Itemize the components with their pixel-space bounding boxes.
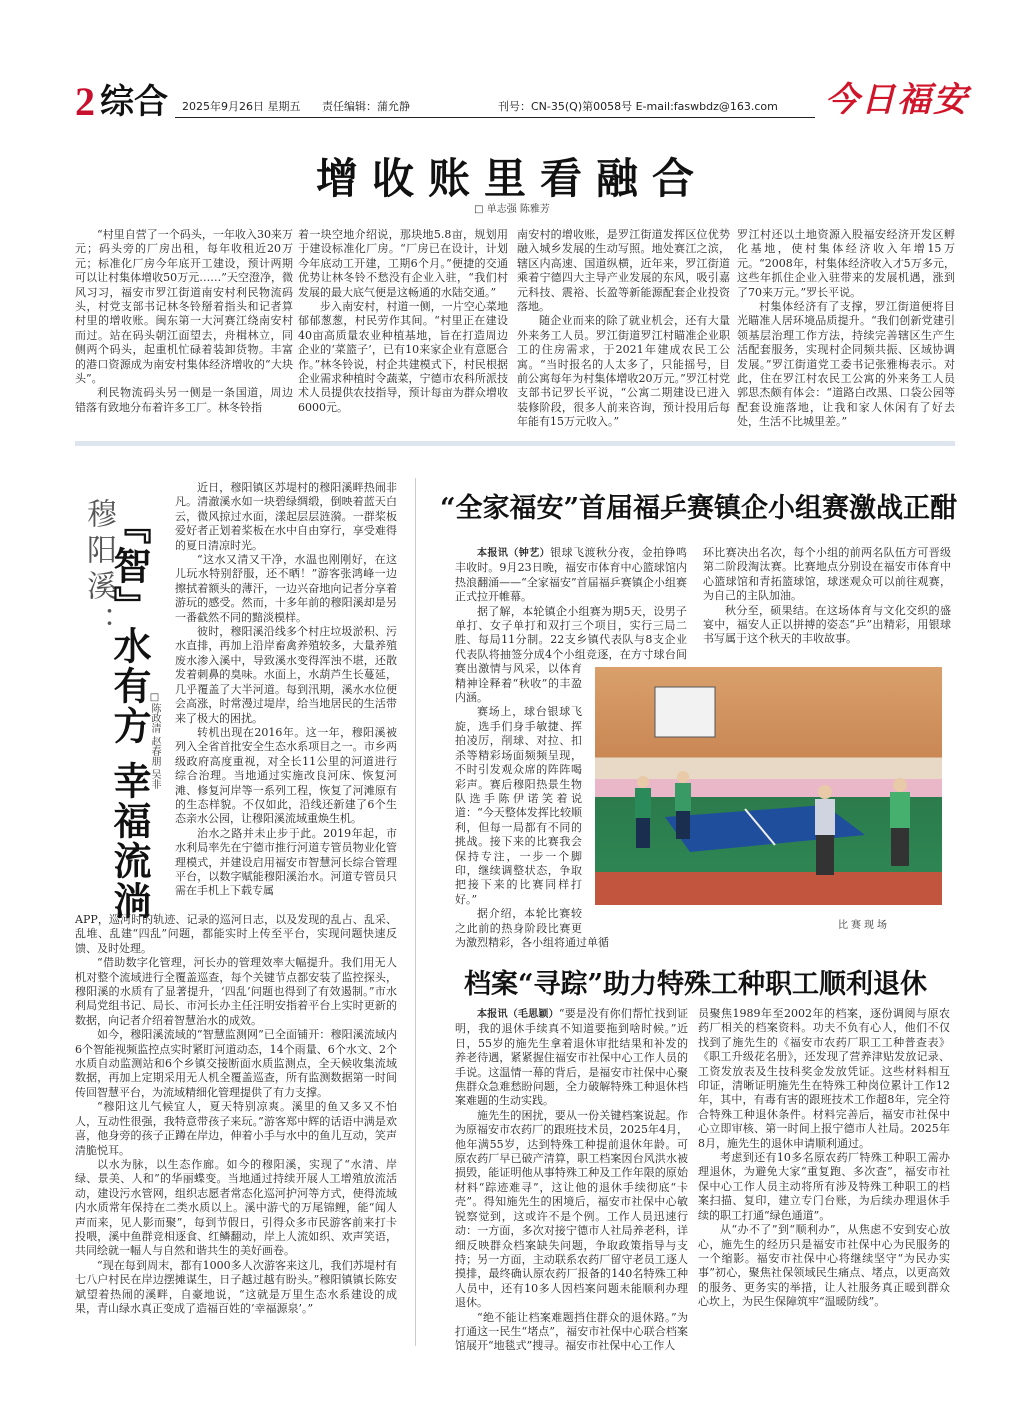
paragraph-text: 村集体经济有了支撑，罗江街道便将目光瞄准人居环境品质提升。“我们创新党建引领基层治理工作方法，持续完善辖区生产生活配套服务，实现村企同频共振、区域协调发展。”罗江街道党工委书记张雅梅表示。对此，住在罗江村农民工公寓的外来务工人员郭思杰颇有体会：“道路白改黑、口袋公园等配套设施落地，让我和家人休闲有了好去处，生活不比城里差。” (737, 300, 955, 429)
paragraph-text: 罗江村还以土地资源入股福安经济开发区孵化基地，使村集体经济收入年增15万元。“2008年，村集体经济收入才5万多元，这些年抓住企业入驻带来的发展机遇，涨到了70来万元。”罗长平说。 (737, 228, 955, 299)
paragraph (517, 314, 730, 429)
paragraph-text: 利民物流码头另一侧是一条国道，周边错落有致地分布着许多工厂。林冬铃指 (75, 386, 293, 414)
paragraph-text: “这水又清又干净，水温也刚刚好，在这儿玩水特别舒服，还不晒！”游客张鸿峰一边擦拭着额头的薄汗，一边兴奋地向记者分享着游玩的感受。然而，十多年前的穆阳溪却是另一番截然不同的黯淡模样。 (175, 553, 397, 624)
section-divider (75, 441, 955, 446)
issue-date: 2025年9月26日 星期五 (182, 100, 301, 113)
paragraph-text: 着一块空地介绍说，那块地5.8亩，规划用于建设标准化厂房。“厂房已在设计，计划今年底动工开建，工期6个月。”便捷的交通优势让林冬铃不愁没有企业入驻，“我们村发展的最大底气便是这畅通的水陆交通。” (298, 228, 508, 299)
dateline: 本报讯（毛思颖） (477, 1009, 559, 1020)
paragraph-text: 近日，穆阳镇区苏堤村的穆阳溪畔热闹非凡。清澈溪水如一块碧绿绸缎，倒映着蓝天白云，微风掠过水面，漾起层层涟漪。一群桨板爱好者正划着桨板在水中自由穿行，享受难得的夏日清凉时光。 (175, 481, 397, 552)
paragraph-text: 以水为脉，以生态作廊。如今的穆阳溪，实现了“水清、岸绿、景美、人和”的华丽蝶变。当地通过持续开展人工增殖放流活动，建设污水管网，组织志愿者常态化巡河护河等方式，使得流域内水质常年保持在二类水质以上。溪中游弋的万尾锦鲤，能“闻人声而来，见人影而聚”，每到节假日，引得众多市民游客前来打卡投喂，溪中鱼群竞相逐食、红鳞翻动，岸上人流如织、欢声笑语，共同绘就一幅人与自然和谐共生的美好画卷。 (75, 1157, 397, 1258)
paragraph (298, 228, 508, 300)
paragraph (75, 956, 397, 1028)
article4-col-2 (698, 1007, 950, 1310)
paragraph (75, 228, 293, 386)
paragraph (175, 827, 397, 899)
table-tennis-scene (595, 667, 942, 905)
paragraph-text: 治水之路并未止步于此。2019年起，市水利局率先在宁德市推行河道专管员物业化管理模式，并建设启用福安市智慧河长综合管理平台，以数字赋能穆阳溪治水。河道专管员只需在手机上下载专属 (175, 826, 397, 898)
paragraph (75, 1028, 397, 1100)
paragraph-text: 据介绍，本轮比赛较之此前的热身阶段比赛更为激烈精彩，各小组将通过单循 (455, 907, 609, 949)
paragraph-text: 南安村的增收账，是罗江街道发挥区位优势融入城乡发展的生动写照。地处赛江之滨，辖区内高速、国道纵横，近年来，罗江街道乘着宁德四大主导产业发展的东风，吸引嘉元科技、震裕、长盈等新能源配套企业投资落地。 (517, 228, 730, 314)
editor: 责任编辑：蒲允静 (322, 100, 410, 113)
paragraph-text: 步入南安村，村道一侧，一片空心菜地郁郁葱葱，村民劳作其间。“村里正在建设40亩高质量农业种植基地，旨在打造周边企业的‘菜篮子’，已有10来家企业有意愿合作。”林冬铃说，村企共建模式下，村民根据企业需求种植时令蔬菜，宁德市农科所派技术人员提供农技指导，预计每亩为群众增收6000元。 (298, 300, 508, 414)
section-name: 综合 (100, 82, 168, 122)
paragraph-text: 施先生的困扰，要从一份关键档案说起。作为原福安市农药厂的跟班技术员，2025年4月，他年满55岁，达到特殊工种提前退休年龄。可原农药厂早已破产清算，职工档案因台风洪水被损毁，能证明他从事特殊工种及工作年限的原始材料“踪迹难寻”，这让他的退休手续彻底“卡壳”。得知施先生的困境后，福安市社保中心敏锐察觉到，这或许不是个例。工作人员迅速行动：一方面，多次对接宁德市人社局养老科，详细反映群众档案缺失问题，争取政策指导与支持；另一方面，主动联系农药厂留守老员工逐人摸排，最终确认原农药厂报备的140名特殊工种人员中，还有10多人因档案问题未能顺利办理退休。 (455, 1108, 688, 1310)
article1-col-2 (298, 228, 508, 415)
paragraph-text: “村里自营了一个码头，一年收入30来万元；码头旁的厂房出租，每年收租近20万元；标准化厂房今年底开工建设，预计两期可以让村集体增收50万元……”天空澄净，微风习习，福安市罗江街道南安村利民物流码头，村党支部书记林冬铃掰着指头和记者算村里的增收账。闽东第一大河赛江绕南安村而过。站在码头朝江面望去，舟楫林立，同侧两个码头，起重机忙碌着装卸货物。丰富的港口资源成为南安村集体经济增收的“大块头”。 (75, 228, 293, 386)
article1-byline: □ 单志强 陈雅芳 (474, 204, 550, 215)
paragraph-text: 转机出现在2016年。这一年，穆阳溪被列入全省首批安全生态水系项目之一。市乡两级政府高度重视，对全长11公里的河道进行综合治理。当地通过实施改良河床、恢复河滩、修复河岸等一系列工程，恢复了河滩原有的生态样貌。不仅如此，沿线还新建了6个生态亲水公园，让穆阳溪流域重焕生机。 (175, 725, 397, 826)
paragraph (175, 625, 397, 726)
match-photo (595, 667, 942, 905)
paragraph-text: 彼时，穆阳溪沿线多个村庄垃圾淤积、污水直排，再加上沿岸畜禽养殖较多，大量养殖废水渗入溪中，导致溪水变得浑浊不堪，还散发着刺鼻的臭味。水面上，水葫芦生长蔓延，几乎覆盖了大半河道。每到汛期，溪水水位便会高涨，时常漫过堤岸，给当地居民的生活带来了极大的困扰。 (175, 625, 397, 725)
paragraph (455, 546, 687, 605)
paragraph (75, 1100, 397, 1158)
paragraph (75, 1259, 397, 1317)
paragraph (737, 300, 955, 430)
paragraph-text: 据了解，本轮镇企小组赛为期5天，设男子单打、女子单打和双打三个项目，实行三局二胜、每局11分制。22支乡镇代表队与8支企业代表队将抽签分成4个小组竞逐，在方寸球台间赛出激情与风采，以体育精神诠释着“秋收”的丰盈内涵。 (455, 604, 687, 705)
paragraph (75, 1158, 397, 1259)
paragraph (298, 300, 508, 415)
article1-col-4 (737, 228, 955, 430)
article4-title: 档案“寻踪”助力特殊工种职工顺利退休 (464, 969, 928, 1000)
paragraph-text: 赛场上，球台银球飞旋，选手们身手敏捷、挥拍凌厉，削球、对拉、扣杀等精彩场面频频呈现，不时引发观众席的阵阵喝彩声。赛后穆阳热景生物队选手陈伊诺笑着说道：“今天整体发挥比较顺利，但每一局都有不同的挑战。接下来的比赛我会保持专注，一步一个脚印，继续调整状态，争取把接下来的比赛同样打好。” (455, 705, 582, 906)
newspaper-logo: 今日福安 (825, 80, 969, 120)
paragraph (703, 546, 951, 604)
article2-title: 『智』水有方 幸福流淌 (107, 506, 152, 922)
article2-kicker: 穆阳溪： (81, 498, 116, 642)
dateline: 本报讯（钟艺） (477, 548, 551, 559)
article3-title: “全家福安”首届福乒赛镇企小组赛激战正酣 (440, 493, 958, 524)
paragraph-text: 随企业而来的除了就业机会，还有大量外来务工人员。罗江街道罗江村瞄准企业职工的住房需求，于2021年建成农民工公寓。“当时报名的人太多了，只能摇号，目前公寓每年为村集体增收20万元。”罗江村党支部书记罗长平说，“公寓二期建设已进入装修阶段，很多人前来咨询，预计投用后每年能有15万元收入。” (517, 314, 730, 429)
paragraph (175, 553, 397, 625)
article1-col-3 (517, 228, 730, 430)
paragraph-text: “穆阳这儿气候宜人，夏天特别凉爽。溪里的鱼又多又不怕人，互动性很强，我特意带孩子来玩。”游客郑中辉的话语中满是欢喜，他身旁的孩子正蹲在岸边，伸着小手与水中的鱼儿互动，笑声清脆悦耳。 (75, 1100, 397, 1157)
header-rule (175, 117, 815, 118)
article4-col-1 (455, 1007, 688, 1354)
article2-col-2 (75, 913, 397, 1316)
article2-col-1 (175, 481, 397, 899)
paragraph (175, 726, 397, 827)
paragraph (455, 1007, 688, 1109)
paragraph-text: “绝不能让档案难题挡住群众的退休路。”为打通这一民生“堵点”，福安市社保中心联合档案馆展开“地毯式”搜寻。福安市社保中心工作人 (455, 1310, 688, 1353)
paragraph-text: “借助数字化管理，河长办的管理效率大幅提升。我们用无人机对整个流域进行全覆盖巡查，每个关键节点都安装了监控探头，穆阳溪的水质有了显著提升，‘四乱’问题也得到了有效遏制。”市水利局党组书记、局长、市河长办主任汪明安指着平台上实时更新的数据，向记者介绍着智慧治水的成效。 (75, 956, 397, 1027)
paragraph (517, 228, 730, 314)
paragraph (455, 1311, 688, 1354)
paragraph-text: APP，巡河时的轨迹、记录的巡河日志，以及发现的乱占、乱采、乱堆、乱建“四乱”问题，都能实时上传至平台，实现问题快速反馈、及时处理。 (75, 913, 397, 955)
paragraph-text: “要是没有你们帮忙找到证明，我的退休手续真不知道要拖到啥时候。”近日，55岁的施先生拿着退休审批结果和补发的养老待遇，紧紧握住福安市社保中心工作人员的手说。这温情一幕的背后，是福安市社保中心聚焦群众急难愁盼问题，全力破解特殊工种退休档案难题的生动实践。 (455, 1007, 688, 1108)
paragraph-text: 秋分至，硕果结。在这场体育与文化交织的盛宴中，福安人正以拼搏的姿态“乒”出精彩，用银球书写属于这个秋天的丰收故事。 (703, 603, 951, 646)
paragraph (175, 481, 397, 553)
paragraph (698, 1007, 950, 1151)
paragraph (737, 228, 955, 300)
paragraph-text: “现在每到周末，都有1000多人次游客来这儿，我们苏堤村有七八户村民在岸边摆摊谋生，日子越过越有盼头。”穆阳镇镇长陈安斌望着热闹的溪畔，自豪地说，“这就是万里生态水系建设的成果，青山绿水真正变成了造福百姓的‘幸福源泉’。” (75, 1258, 397, 1315)
paragraph-text: 如今，穆阳溪流域的“智慧监测网”已全面铺开：穆阳溪流域内6个智能视频监控点实时紧盯河道动态，14个雨量、6个水文、2个水质自动监测站和6个乡镇交接断面水质监测点，全天候收集流域数据，再加上定期采用无人机全覆盖巡查，所有监测数据第一时间传回智慧平台，为流域精细化管理提供了有力支撑。 (75, 1028, 397, 1099)
paragraph (698, 1151, 950, 1223)
paragraph (698, 1223, 950, 1309)
page-number: 2 (75, 79, 95, 124)
issue-info: 刊号：CN-35(Q)第0058号 E-mail:faswbdz@163.com (498, 100, 778, 113)
paragraph-text: 从“办不了”到“顺利办”，从焦虑不安到安心放心，施先生的经历只是福安市社保中心为民服务的一个缩影。福安市社保中心将继续坚守“为民办实事”初心，聚焦社保领域民生痛点、堵点，以更高效的服务、更务实的举措，让人社服务真正暖到群众心坎上，为民生保障筑牢“温暖防线”。 (698, 1223, 950, 1309)
article3-col-2 (703, 546, 951, 647)
paragraph-text: 员聚焦1989年至2002年的档案，逐份调阅与原农药厂相关的档案资料。功夫不负有心人，他们不仅找到了施先生的《福安市农药厂职工工种普查表》《职工升级花名册》，还发现了营养津贴发放记录、工资发放表及生技科奖金发放凭证。这些材料相互印证，清晰证明施先生在特殊工种岗位累计工作12年，其中，有毒有害的跟班技术工作超8年，完全符合特殊工种退休条件。材料完善后，福安市社保中心立即审核、第一时间上报宁德市人社局。2025年8月，施先生的退休申请顺利通过。 (698, 1007, 950, 1150)
article1-col-1 (75, 228, 293, 415)
photo-caption: 比赛现场 (838, 920, 890, 931)
article2-byline: □陈政清 赵春朋 吴非 (149, 692, 160, 790)
paragraph-text: 银球飞渡秋分夜，金拍铮鸣丰收时。9月23日晚，福安市体育中心篮球馆内热浪翻涌——“全家福安”首届福乒赛镇企小组赛正式拉开帷幕。 (455, 546, 688, 604)
paragraph (703, 604, 951, 647)
paragraph (75, 386, 293, 415)
paragraph (75, 913, 397, 956)
paragraph (455, 1109, 688, 1311)
column-divider (415, 478, 416, 1346)
paragraph-text: 考虑到还有10多名原农药厂特殊工种职工需办理退休，为避免大家“重复跑、多次查”，福安市社保中心工作人员主动将所有涉及特殊工种职工的档案扫描、复印，建立专门台账，为后续办理退休手续的职工打通“绿色通道”。 (698, 1151, 950, 1222)
article1-title: 增收账里看融合 (315, 154, 708, 203)
paragraph-text: 环比赛决出名次，每个小组的前两名队伍方可晋级第二阶段淘汰赛。比赛地点分别设在福安市体育中心篮球馆和青拓篮球馆，球迷观众可以前往观赛，为自己的主队加油。 (703, 546, 951, 603)
